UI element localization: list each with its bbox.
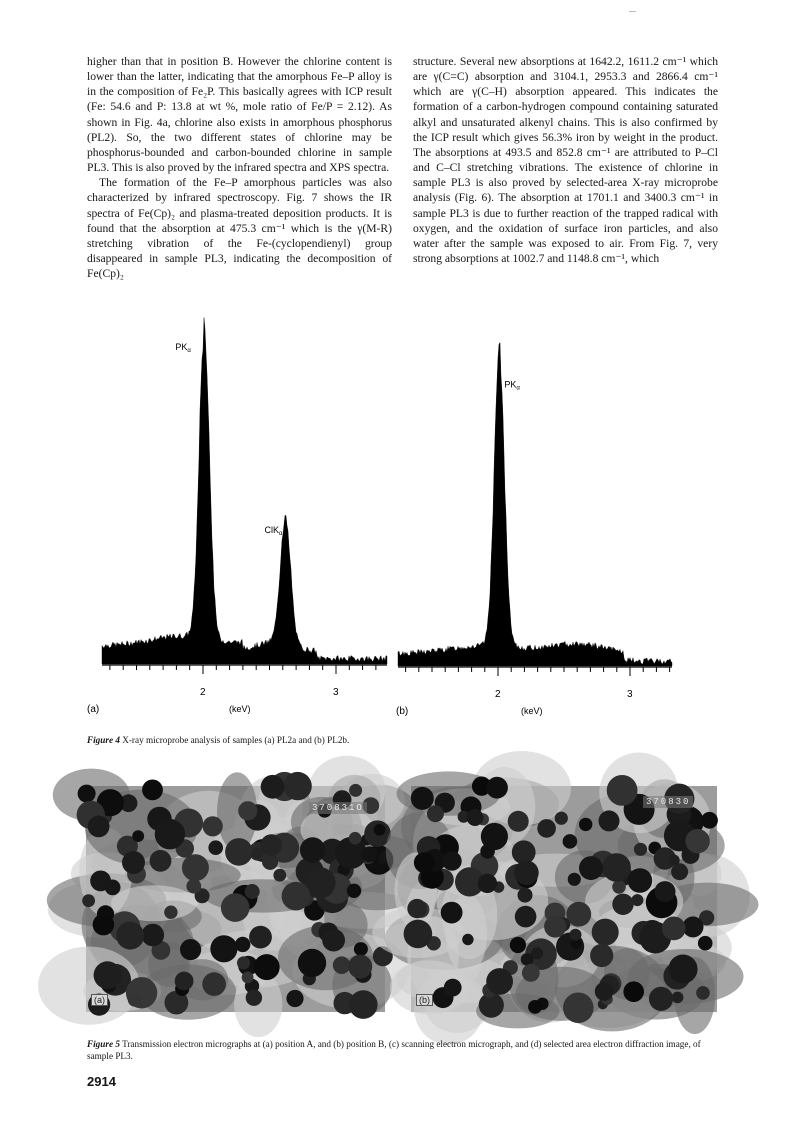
paragraph: higher than that in position B. However the chlorine content is lower than the latter, indicating that the amorphous Fe–P alloy is in the composition of Fe₂P. This basically agrees with ICP result (Fe: 54.6 and P: 13.8 at wt %, mole ratio of Fe/P = 2.12). As shown in Fig. 4a, chlorine also exists in amorphous phosphorus (PL2). So, the two different states of chlorine may be phosphorus-bounded and carbon-bounded chlorine in sample PL3. This is also proved by the infrared spectra and XPS spectra.: [87, 55, 392, 175]
corner-mark: [629, 11, 636, 12]
micrograph-b: [411, 786, 717, 1012]
spectrum-panel-a: [102, 318, 387, 698]
peak-label: ClK$_\alpha$: [264, 524, 283, 537]
peak-label: $PK_\alpha$: [175, 342, 191, 354]
x-tick-label: 3: [627, 689, 633, 700]
x-tick-label: 2: [495, 689, 501, 700]
x-tick-label: 2: [200, 687, 206, 698]
micrograph-a: [86, 786, 385, 1012]
peak-label: $PK_\alpha$: [504, 379, 520, 392]
micrograph-b-tag: (b): [416, 994, 433, 1006]
figure4-spectra: [0, 342, 796, 720]
spectrum-panel-b: [398, 343, 672, 700]
page-number: 2914: [87, 1074, 116, 1089]
paragraph: The formation of the Fe–P amorphous particles was also characterized by infrared spectroscopy. Fig. 7 shows the IR spectra of Fe(Cp)₂ and plasma-treated deposition products. It is found that the absorption at 475.3 cm⁻¹ which is the γ(M-R) stretching vibration of the Fe-(cyclopendienyl) group disappeared in sample PL3, indicating the decomposition of Fe(Cp)₂: [87, 176, 392, 281]
spectrum-area: [102, 318, 387, 664]
left-text-column: [87, 54, 392, 281]
right-text-column: [413, 54, 718, 266]
figure4-caption-text: X-ray microprobe analysis of samples (a) PL2a and (b) PL2b.: [119, 735, 350, 745]
figure4-caption: [87, 735, 349, 745]
figure5-caption: [87, 1038, 717, 1062]
panel-a-label: (a): [87, 704, 100, 715]
x-tick-label: 3: [333, 687, 339, 698]
panel-b-label: (b): [396, 706, 409, 717]
x-axis-unit-a: (keV): [229, 704, 251, 714]
spectrum-area: [398, 343, 672, 666]
micrograph-a-tag: (a): [91, 994, 108, 1006]
micrograph-a-code: 370831O: [309, 802, 367, 814]
figure5-caption-label: Figure 5: [87, 1039, 120, 1049]
micrograph-b-code: 370830: [643, 796, 693, 808]
figure5-caption-text: Transmission electron micrographs at (a) position A, and (b) position B, (c) scanning electron micrograph, and (d) selected area electron diffraction image, of sample PL3.: [87, 1039, 701, 1061]
paragraph: structure. Several new absorptions at 1642.2, 1611.2 cm⁻¹ which are γ(C=C) absorption and 3104.1, 2953.3 and 2866.4 cm⁻¹ which are γ(C–H) absorption appeared. This indicates the formation of a carbon-hydrogen compound containing saturated alkyl and unsaturated alkenyl chains. This is also confirmed by the ICP result which gives 56.3% iron by weight in the product. The absorptions at 493.5 and 852.8 cm⁻¹ are attributed to P–Cl and C–Cl stretching vibrations. The existence of chlorine in sample PL3 is also proved by selected-area X-ray microprobe analysis (Fig. 6). The absorption at 1701.1 and 3400.3 cm⁻¹ in sample PL3 is due to further reaction of the trapped radical with oxygen, and the oxidation of surface iron particles, and also water after the sample was exposed to air. From Fig. 7, very strong absorptions at 1002.7 and 1148.8 cm⁻¹, which: [413, 55, 718, 266]
x-axis-unit-b: (keV): [521, 706, 543, 716]
figure4-caption-label: Figure 4: [87, 735, 120, 745]
